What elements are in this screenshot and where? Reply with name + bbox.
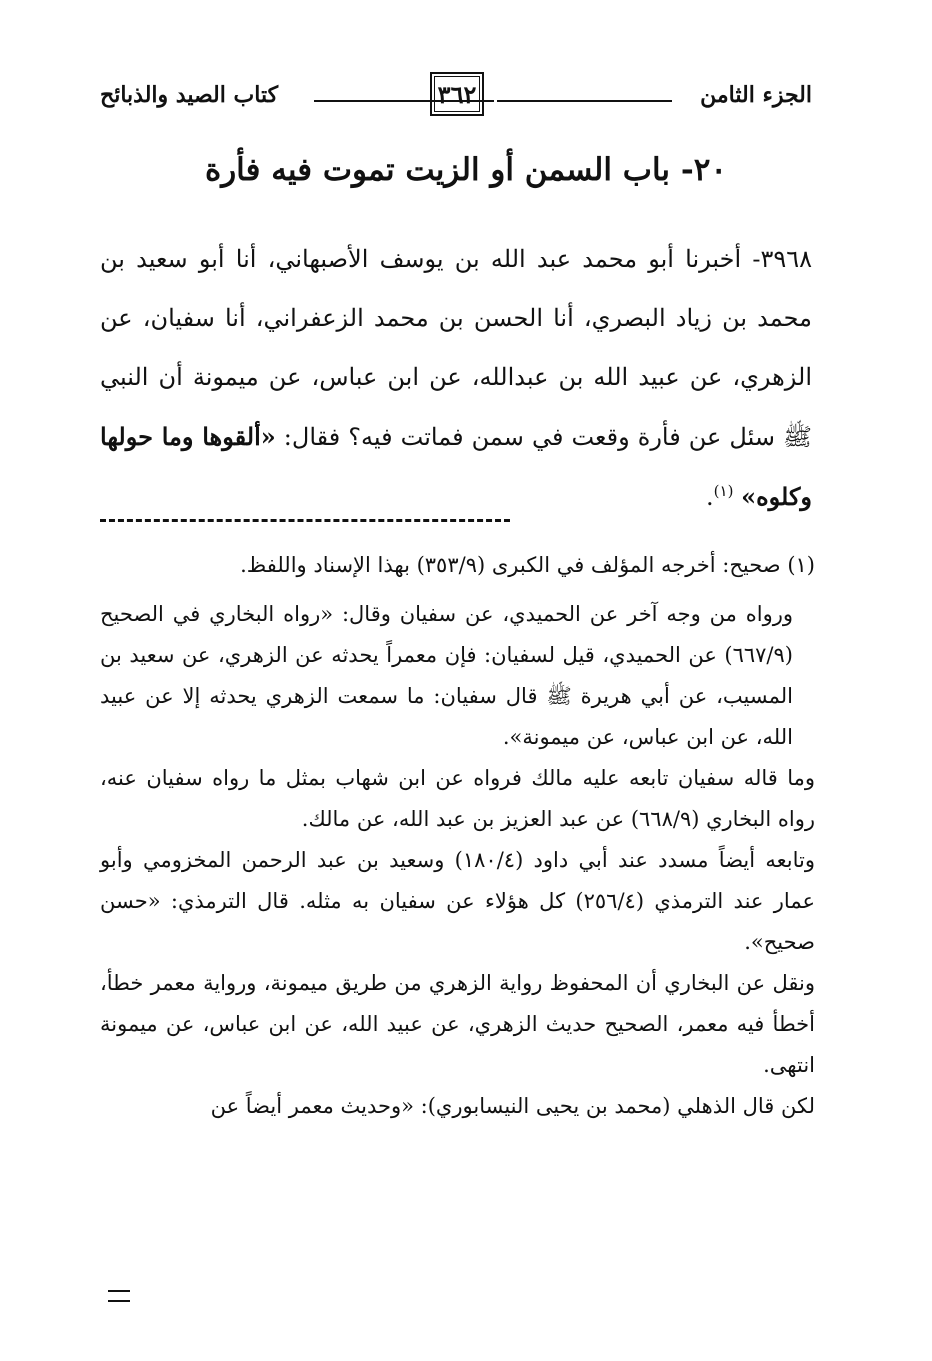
hadith-end: . [706,483,714,511]
hadith-body: ٣٩٦٨- أخبرنا أبو محمد عبد الله بن يوسف الأصبهاني، أنا أبو سعيد بن محمد بن زياد البصري، أنا الحسن بن محمد الزعفراني، أنا سفيان، عن الزهري، عن عبيد الله بن عبدالله، عن ابن عباس، عن ميمونة أن النبي ﷺ سئل عن فأرة وقعت في سمن فماتت فيه؟ فقال: [100,245,813,451]
footnote-reference: (١) [713,482,734,500]
chapter-title: ٢٠- باب السمن أو الزيت تموت فيه فأرة [204,152,728,188]
book-label: كتاب الصيد والذبائح [100,82,279,108]
hadith-quote: «ألقوها وما حولها وكلوه» [100,422,812,511]
footnotes [100,545,815,1127]
footnote-separator [100,519,510,522]
hadith-text [100,230,812,527]
page-number: ٣٦٢ [430,72,484,116]
volume-label: الجزء الثامن [700,82,812,108]
footnote-paragraph-4: وتابعه أيضاً مسدد عند أبي داود (١٨٠/٤) وسعيد بن عبد الرحمن المخزومي وأبو عمار عند الترمذي (٢٥٦/٤) كل هؤلاء عن سفيان به مثله. قال الترمذي: «حسن صحيح». [100,848,816,954]
footnote-1: (١) صحيح: أخرجه المؤلف في الكبرى (٣٥٣/٩) بهذا الإسناد واللفظ. [240,553,815,577]
footnote-paragraph-6: لكن قال الذهلي (محمد بن يحيى النيسابوري): «وحديث معمر أيضاً عن [210,1094,815,1118]
footnote-paragraph-5: ونقل عن البخاري أن المحفوظ رواية الزهري من طريق ميمونة، ورواية معمر خطأ، أخطأ فيه معمر، الصحيح حديث الزهري، عن عبيد الله، عن ابن عباس، عن ميمونة انتهى. [100,971,815,1077]
footnote-paragraph-3: وما قاله سفيان تابعه عليه مالك فرواه عن ابن شهاب بمثل ما رواه سفيان عنه، رواه البخاري (٦٦٨/٩) عن عبد العزيز بن عبد الله، عن مالك. [100,766,815,831]
running-header [100,72,812,122]
footnote-paragraph-2: ورواه من وجه آخر عن الحميدي، عن سفيان وقال: «رواه البخاري في الصحيح (٦٦٧/٩) عن الحميدي، قيل لسفيان: فإن معمراً يحدثه عن الزهري، عن سعيد بن المسيب، عن أبي هريرة ﷺ قال سفيان: ما سمعت الزهري يحدثه إلا عن عبيد الله، عن ابن عباس، عن ميمونة». [100,602,793,749]
header-rule-right [497,100,672,102]
continuation-mark [108,1290,130,1302]
header-rule-left [314,100,494,102]
